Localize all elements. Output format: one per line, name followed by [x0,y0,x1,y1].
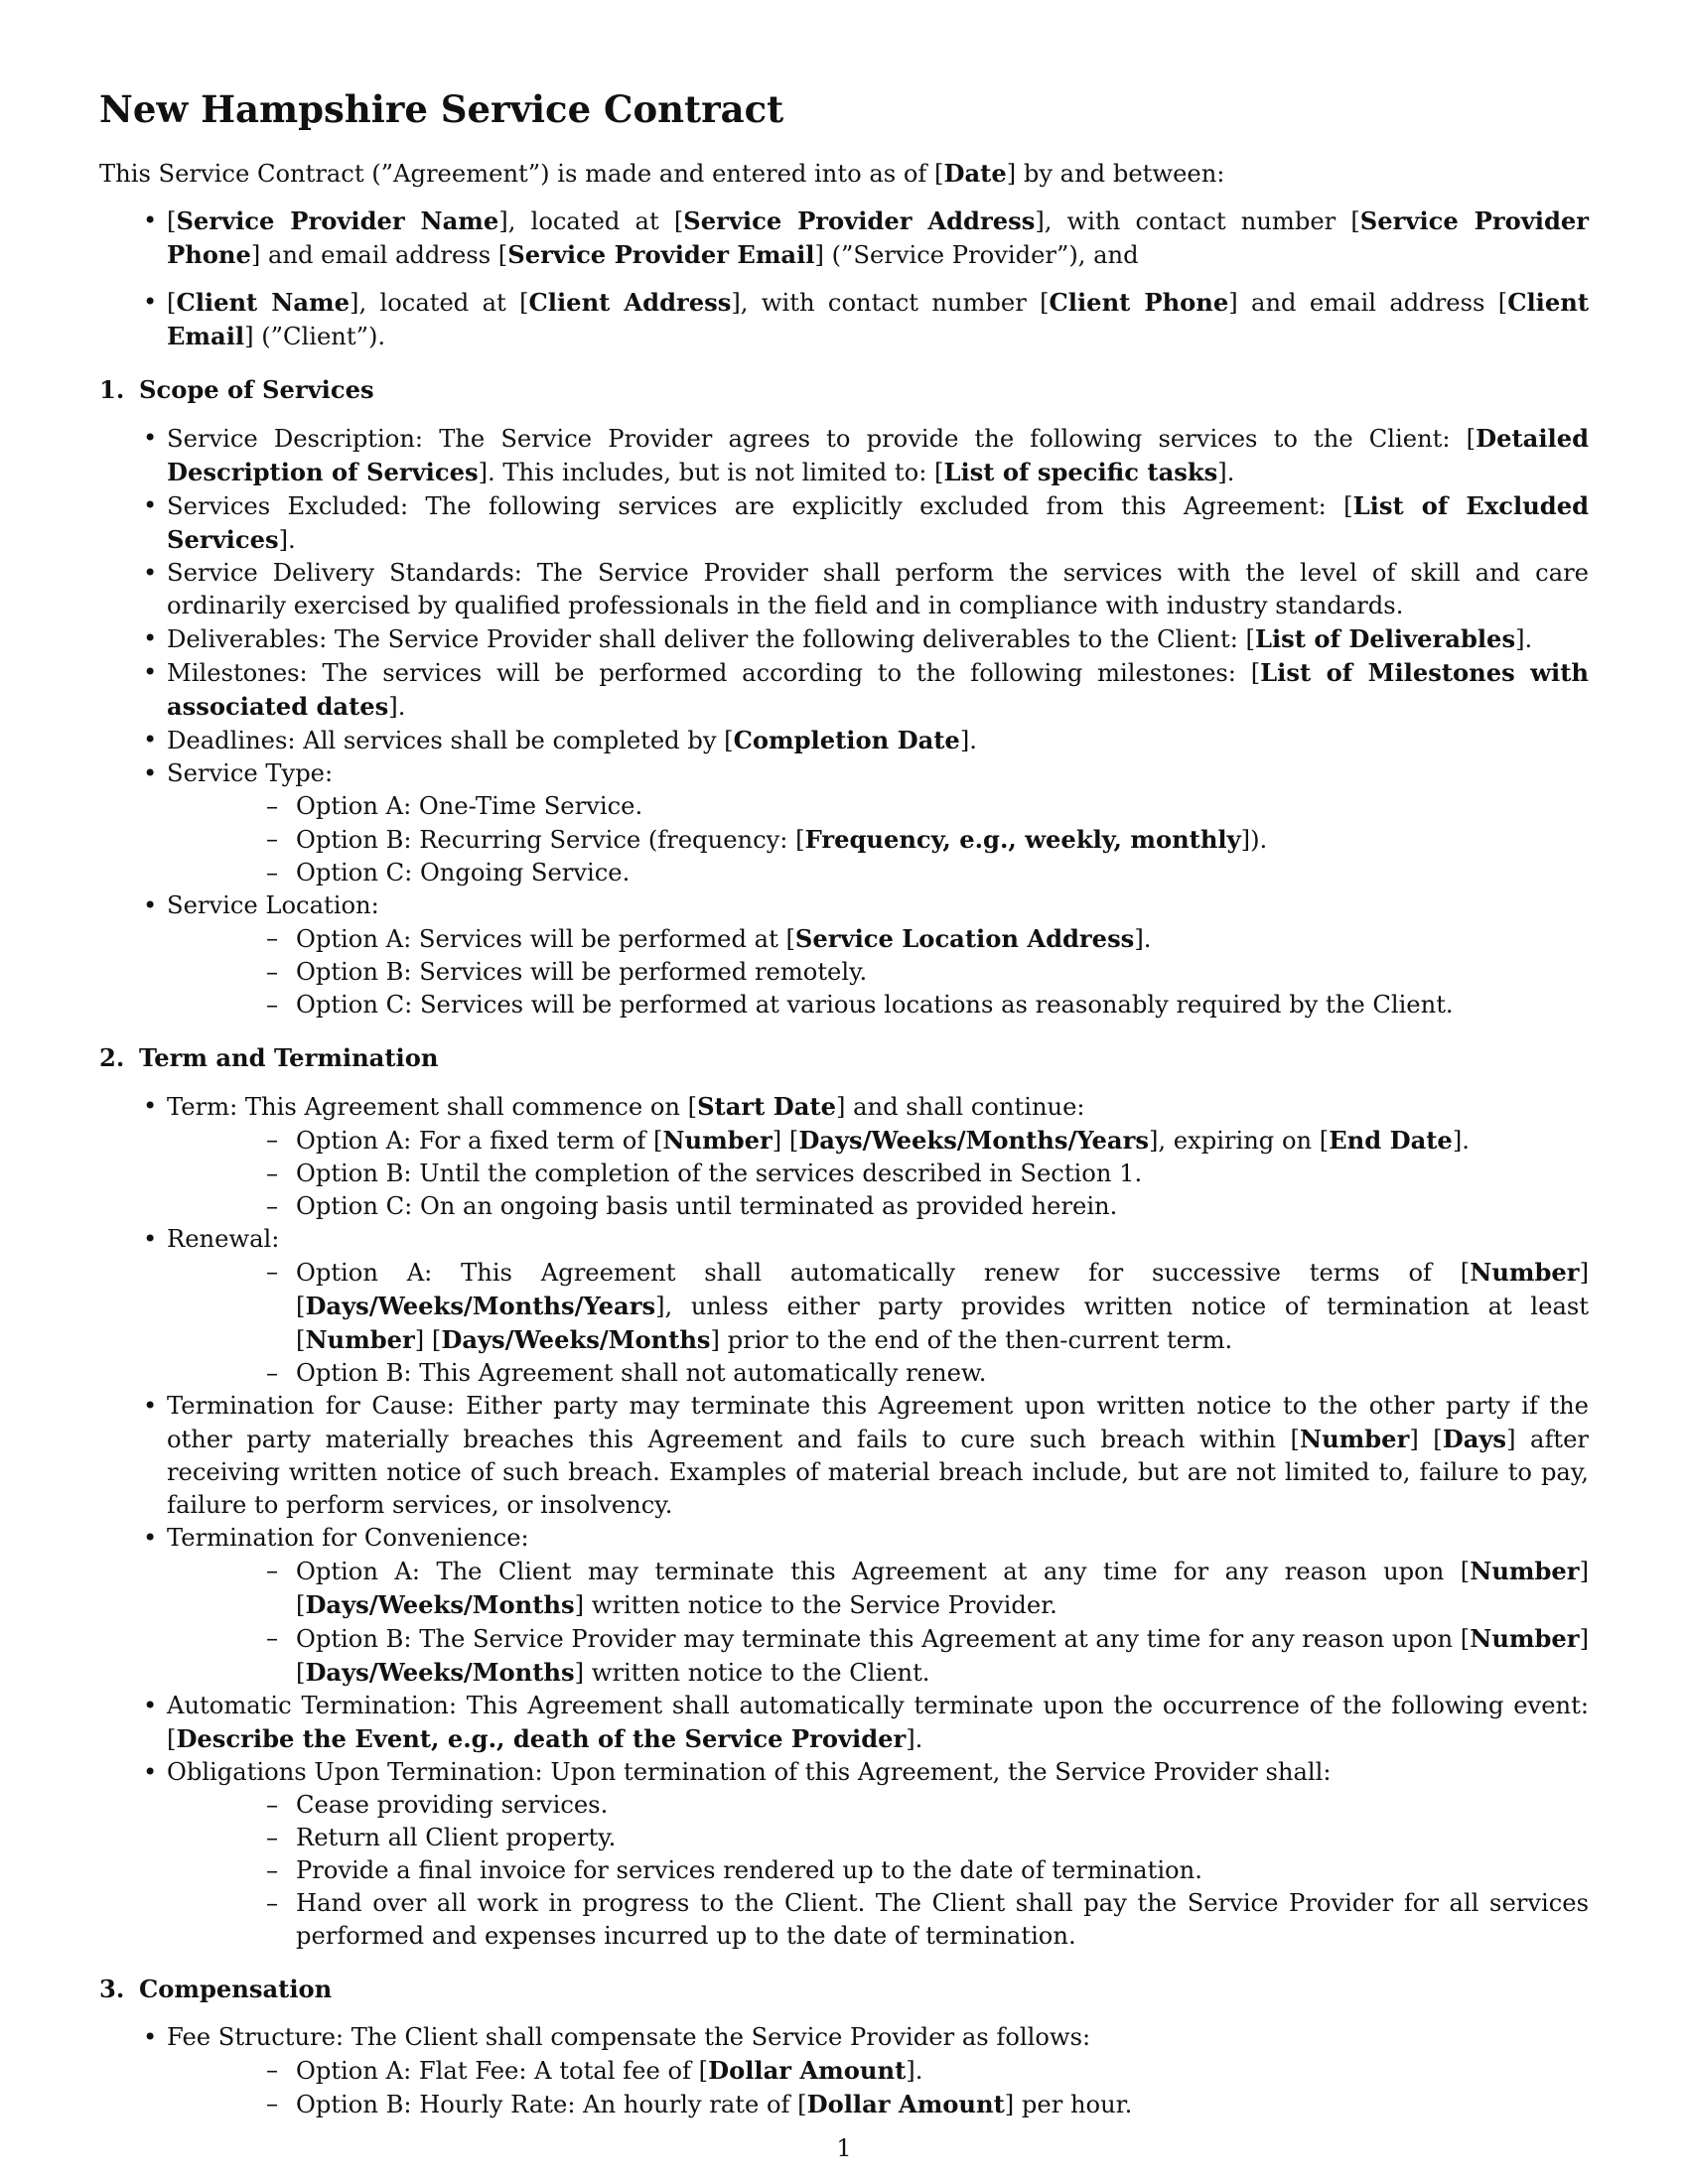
list-item: • Service Type: – Option A: One-Time Service. – Option B: Recurring Service (frequency: [Frequency, e.g., weekly, monthly]). – Option C: Ongoing Service. [99,757,1589,889]
list-item: • Automatic Termination: This Agreement shall automatically terminate upon the occurrence of the following event: [Describe the Event, e.g., death of the Service Provider]. [99,1690,1589,1756]
list-item: • Milestones: The services will be performed according to the following milestones: [List of Milestones with associated dates]. [99,656,1589,724]
parties-list [99,205,1589,353]
sub-item: – Option C: Services will be performed at various locations as reasonably required by the Client. [167,989,1589,1022]
sub-item: – Option A: Flat Fee: A total fee of [Dollar Amount]. [167,2054,1589,2088]
party-service-provider: • [Service Provider Name], located at [Service Provider Address], with contact number [Service Provider Phone] and email address [Service Provider Email] (”Service Provider”), and [99,205,1589,272]
list-item: • Services Excluded: The following services are explicitly excluded from this Agreement: [List of Excluded Services]. [99,489,1589,557]
sub-item: – Cease providing services. [167,1789,1589,1822]
list-item: • Deliverables: The Service Provider shall deliver the following deliverables to the Client: [List of Deliverables]. [99,622,1589,656]
intro-paragraph: This Service Contract (”Agreement”) is made and entered into as of [Date] by and between: [99,159,1225,188]
page-number: 1 [836,2134,852,2162]
section-3-list [99,2021,1589,2121]
sub-item: – Option B: The Service Provider may terminate this Agreement at any time for any reason upon [Number] [Days/Weeks/Months] written notice to the Client. [167,1622,1589,1690]
list-item: • Termination for Convenience: – Option A: The Client may terminate this Agreement at any time for any reason upon [Number] [Days/Weeks/Months] written notice to the Service Provider. – Option B: The Service Provider may terminate this Agreement at any time for any reason upon [Number] [Days/Weeks/Months] written notice to the Client. [99,1522,1589,1690]
sub-item: – Option C: Ongoing Service. [167,857,1589,889]
list-item: • Term: This Agreement shall commence on [Start Date] and shall continue: – Option A: For a fixed term of [Number] [Days/Weeks/Months/Years], expiring on [End Date]. – Option B: Until the completion of the services described in Section 1. – Option C: On an ongoing basis until terminated as provided herein. [99,1090,1589,1223]
list-item: • Service Delivery Standards: The Service Provider shall perform the services with the level of skill and care ordinarily exercised by qualified professionals in the field and in compliance with industry standards. [99,557,1589,622]
sub-item: – Option B: Hourly Rate: An hourly rate of [Dollar Amount] per hour. [167,2088,1589,2121]
sub-item: – Provide a final invoice for services rendered up to the date of termination. [167,1854,1589,1887]
sub-item: – Option A: This Agreement shall automatically renew for successive terms of [Number] [Days/Weeks/Months/Years], unless either party provides written notice of termination at least [Number] [Days/Weeks/Months] prior to the end of the then-current term. [167,1256,1589,1357]
sub-item: – Option C: On an ongoing basis until terminated as provided herein. [167,1190,1589,1223]
list-item: • Obligations Upon Termination: Upon termination of this Agreement, the Service Provider shall: – Cease providing services. – Return all Client property. – Provide a final invoice for services rendered up to the date of termination. – Hand over all work in progress to the Client. The Client shall pay the Service Provider for all services performed and expenses incurred up to the date of termination. [99,1756,1589,1953]
document-title: New Hampshire Service Contract [99,87,784,131]
sub-item: – Option A: One-Time Service. [167,790,1589,823]
list-item: • Fee Structure: The Client shall compensate the Service Provider as follows: – Option A: Flat Fee: A total fee of [Dollar Amount]. – Option B: Hourly Rate: An hourly rate of [Dollar Amount] per hour. [99,2021,1589,2121]
section-3-heading: 3. Compensation [99,1975,333,2003]
list-item: • Service Description: The Service Provider agrees to provide the following services to the Client: [Detailed Description of Services]. This includes, but is not limited to: [List of specific tasks]. [99,422,1589,489]
sub-item: – Option B: Services will be performed remotely. [167,956,1589,989]
sub-item: – Return all Client property. [167,1822,1589,1854]
sub-item: – Hand over all work in progress to the Client. The Client shall pay the Service Provider for all services performed and expenses incurred up to the date of termination. [167,1887,1589,1953]
sub-item: – Option B: This Agreement shall not automatically renew. [167,1357,1589,1390]
list-item: • Service Location: – Option A: Services will be performed at [Service Location Address]. – Option B: Services will be performed remotely. – Option C: Services will be performed at various locations as reasonably required by the Client. [99,889,1589,1022]
sub-item: – Option A: The Client may terminate this Agreement at any time for any reason upon [Number] [Days/Weeks/Months] written notice to the Service Provider. [167,1555,1589,1622]
section-2-heading: 2. Term and Termination [99,1043,439,1072]
party-client: • [Client Name], located at [Client Address], with contact number [Client Phone] and email address [Client Email] (”Client”). [99,286,1589,353]
document-page [99,87,1589,2121]
section-1-list [99,422,1589,1022]
sub-item: – Option A: For a fixed term of [Number] [Days/Weeks/Months/Years], expiring on [End Date]. [167,1124,1589,1158]
list-item: • Deadlines: All services shall be completed by [Completion Date]. [99,724,1589,757]
list-item: • Renewal: – Option A: This Agreement shall automatically renew for successive terms of [Number] [Days/Weeks/Months/Years], unless either party provides written notice of termination at least [Number] [Days/Weeks/Months] prior to the end of the then-current term. – Option B: This Agreement shall not automatically renew. [99,1223,1589,1390]
section-2-list [99,1090,1589,1953]
sub-item: – Option B: Until the completion of the services described in Section 1. [167,1158,1589,1190]
sub-item: – Option B: Recurring Service (frequency: [Frequency, e.g., weekly, monthly]). [167,823,1589,857]
list-item: • Termination for Cause: Either party may terminate this Agreement upon written notice to the other party if the other party materially breaches this Agreement and fails to cure such breach within [Number] [Days] after receiving written notice of such breach. Examples of material breach include, but are not limited to, failure to pay, failure to perform services, or insolvency. [99,1390,1589,1522]
sub-item: – Option A: Services will be performed at [Service Location Address]. [167,922,1589,956]
section-1-heading: 1. Scope of Services [99,375,374,404]
